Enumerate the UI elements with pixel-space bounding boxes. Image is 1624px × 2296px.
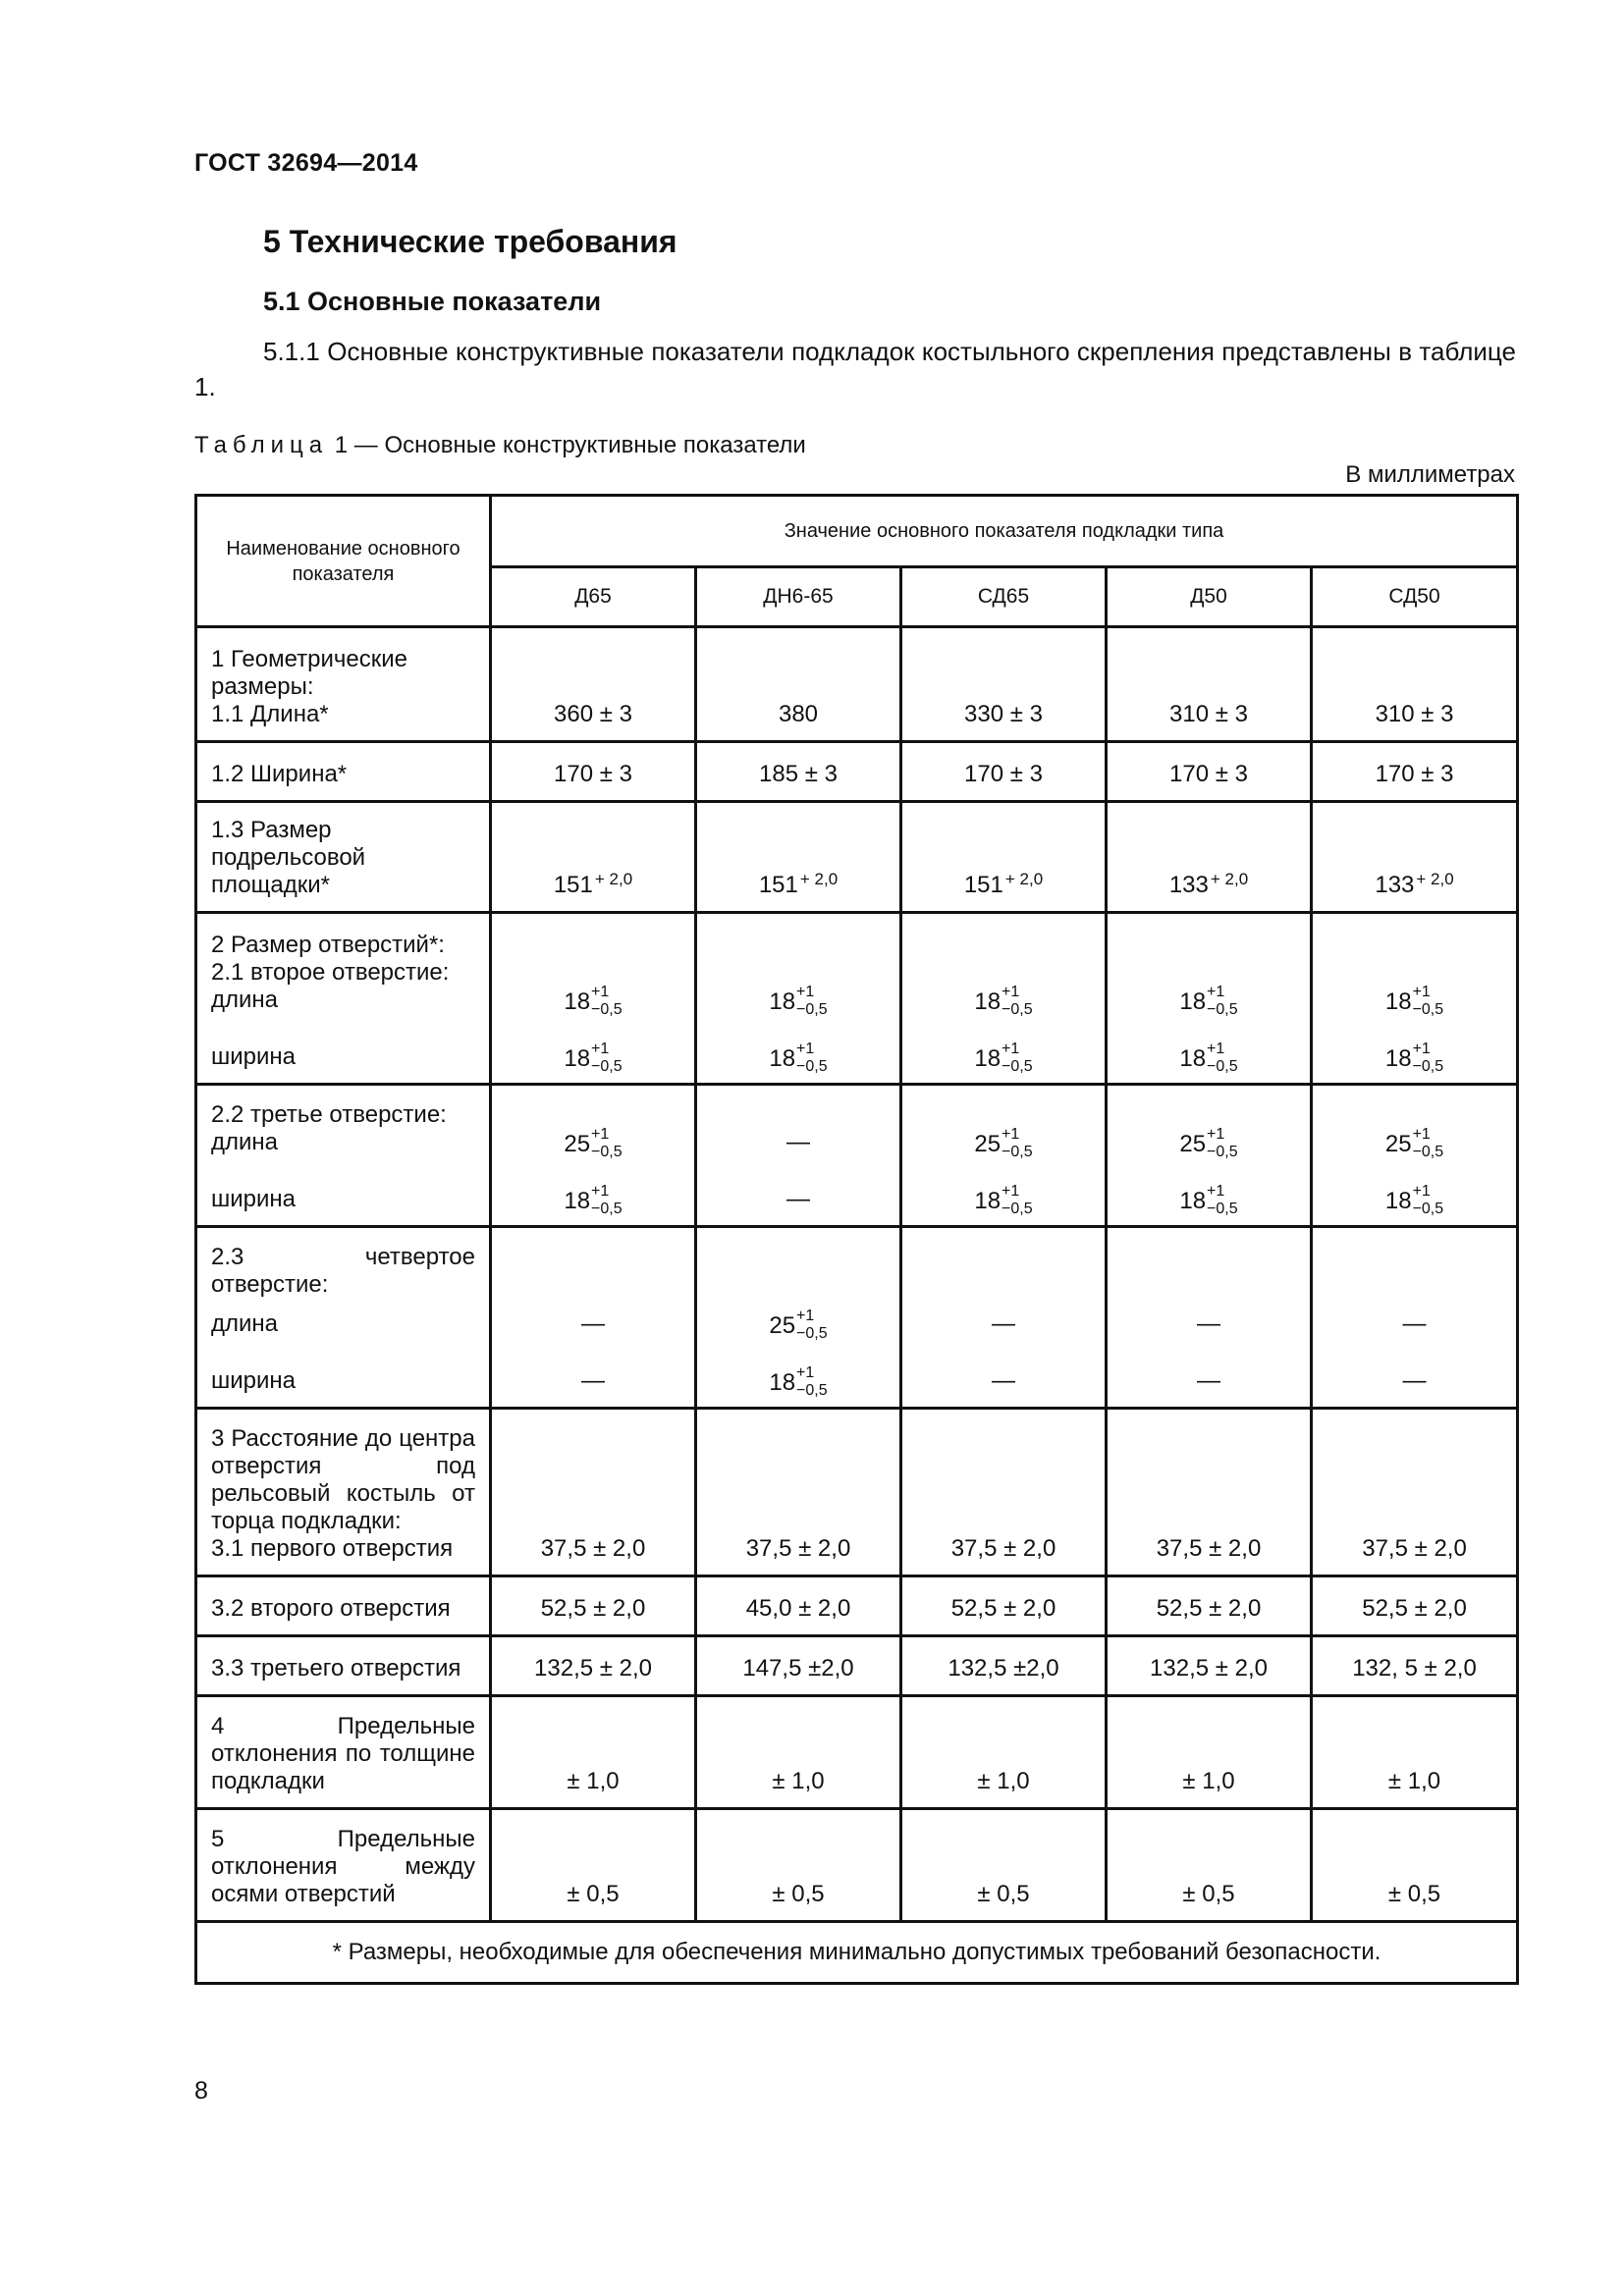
table-cell: 133 $^{+ 2,0}$ bbox=[1107, 802, 1312, 913]
row-name bbox=[196, 627, 491, 742]
row-name-text: 1 Геометрические размеры: bbox=[211, 646, 408, 700]
table-cell: 37,5 ± 2,0 bbox=[696, 1409, 901, 1576]
table-cell: 132, 5 ± 2,0 bbox=[1312, 1636, 1518, 1696]
row-sub-text: 3.1 первого отверстия bbox=[211, 1535, 454, 1562]
table-cell: — — bbox=[1107, 1227, 1312, 1409]
table-cell: 18 +1 −0,5 18 +1 −0,5 bbox=[901, 913, 1107, 1085]
column-header: Д65 bbox=[491, 567, 696, 627]
table-cell: 170 ± 3 bbox=[901, 742, 1107, 802]
row-label-length: длина bbox=[211, 1310, 279, 1337]
row-name: 5 Предельные отклонения между осями отверстий bbox=[196, 1809, 491, 1922]
table-cell: 310 ± 3 bbox=[1312, 627, 1518, 742]
page-number: 8 bbox=[194, 2077, 208, 2105]
row-name bbox=[196, 1085, 491, 1227]
table-cell: 25 +1 −0,5 18 +1 −0,5 bbox=[1312, 1085, 1518, 1227]
table-cell: 330 ± 3 bbox=[901, 627, 1107, 742]
table-cell: ± 1,0 bbox=[901, 1696, 1107, 1809]
table-cell: 18 +1 −0,5 18 +1 −0,5 bbox=[491, 913, 696, 1085]
table-footnote-row bbox=[196, 1922, 1518, 1984]
table-cell: 18 +1 −0,5 18 +1 −0,5 bbox=[1312, 913, 1518, 1085]
table-row bbox=[196, 913, 1518, 1085]
header-name-cell: Наименование основного показателя bbox=[196, 496, 491, 627]
table-cell: ± 0,5 bbox=[901, 1809, 1107, 1922]
table-cell: 52,5 ± 2,0 bbox=[1107, 1576, 1312, 1636]
table-caption bbox=[194, 432, 806, 459]
table-row bbox=[196, 1227, 1518, 1409]
subsection-title: 5.1 Основные показатели bbox=[263, 287, 602, 316]
table-cell: ± 0,5 bbox=[491, 1809, 696, 1922]
section-title: 5 Технические требования bbox=[263, 224, 677, 259]
table-cell: 132,5 ± 2,0 bbox=[1107, 1636, 1312, 1696]
table-cell: 18 +1 −0,5 18 +1 −0,5 bbox=[1107, 913, 1312, 1085]
table-cell: 37,5 ± 2,0 bbox=[1107, 1409, 1312, 1576]
row-name: 1.3 Размер подрельсовой площадки* bbox=[196, 802, 491, 913]
table-cell: 25 +1 −0,5 18 +1 −0,5 bbox=[901, 1085, 1107, 1227]
table-cell: — — bbox=[1312, 1227, 1518, 1409]
row-name: 1.2 Ширина* bbox=[196, 742, 491, 802]
caption-label: Таблица bbox=[194, 432, 329, 458]
column-header: ДН6-65 bbox=[696, 567, 901, 627]
table-cell: 170 ± 3 bbox=[1107, 742, 1312, 802]
table-cell: ± 1,0 bbox=[696, 1696, 901, 1809]
table-cell: 133 $^{+ 2,0}$ bbox=[1312, 802, 1518, 913]
caption-text: 1 — Основные конструктивные показатели bbox=[334, 432, 806, 458]
column-header: СД65 bbox=[901, 567, 1107, 627]
table-row bbox=[196, 1809, 1518, 1922]
table-row bbox=[196, 1636, 1518, 1696]
row-label-width: ширина bbox=[211, 1367, 297, 1394]
table-cell: 147,5 ±2,0 bbox=[696, 1636, 901, 1696]
units-note: В миллиметрах bbox=[1345, 461, 1515, 488]
column-header: Д50 bbox=[1107, 567, 1312, 627]
table-cell: 18 +1 −0,5 18 +1 −0,5 bbox=[696, 913, 901, 1085]
header-group-cell: Значение основного показателя подкладки типа bbox=[491, 496, 1518, 567]
table-row bbox=[196, 742, 1518, 802]
row-name: 4 Предельные отклонения по толщине подкладки bbox=[196, 1696, 491, 1809]
table-row bbox=[196, 802, 1518, 913]
row-name bbox=[196, 913, 491, 1085]
indicators-table bbox=[194, 494, 1519, 1985]
row-label-length: длина bbox=[211, 987, 279, 1013]
table-cell: 310 ± 3 bbox=[1107, 627, 1312, 742]
table-cell: 151 $^{+ 2,0}$ bbox=[696, 802, 901, 913]
row-label-length: длина bbox=[211, 1129, 279, 1155]
table-cell: ± 1,0 bbox=[491, 1696, 696, 1809]
table-cell: 37,5 ± 2,0 bbox=[901, 1409, 1107, 1576]
table-row bbox=[196, 1085, 1518, 1227]
table-cell: 25 +1 −0,5 18 +1 −0,5 bbox=[696, 1227, 901, 1409]
table-row bbox=[196, 1409, 1518, 1576]
table-cell: 360 ± 3 bbox=[491, 627, 696, 742]
row-name-text: 2 Размер отверстий*: bbox=[211, 932, 445, 958]
table-cell: ± 0,5 bbox=[1312, 1809, 1518, 1922]
table-cell: 170 ± 3 bbox=[1312, 742, 1518, 802]
table-cell: 132,5 ± 2,0 bbox=[491, 1636, 696, 1696]
row-name: 3.2 второго отверстия bbox=[196, 1576, 491, 1636]
table-cell: 170 ± 3 bbox=[491, 742, 696, 802]
table-cell: — — bbox=[491, 1227, 696, 1409]
table-cell: 25 +1 −0,5 18 +1 −0,5 bbox=[491, 1085, 696, 1227]
row-name-text: 3 Расстояние до центра отверстия под рельсовый костыль от торца подкладки: bbox=[211, 1425, 475, 1534]
table-cell: 151 $^{+ 2,0}$ bbox=[901, 802, 1107, 913]
table-row bbox=[196, 627, 1518, 742]
row-name bbox=[196, 1227, 491, 1409]
column-header: СД50 bbox=[1312, 567, 1518, 627]
row-sub-text: 2.1 второе отверстие: bbox=[211, 959, 450, 986]
paragraph: 5.1.1 Основные конструктивные показатели подкладок костыльного скрепления представлены в таблице 1. bbox=[194, 337, 1516, 401]
document-header: ГОСТ 32694—2014 bbox=[194, 149, 418, 177]
row-label-width: ширина bbox=[211, 1043, 297, 1070]
row-name-text: 2.2 третье отверстие: bbox=[211, 1101, 447, 1128]
table-cell: 380 bbox=[696, 627, 901, 742]
row-name bbox=[196, 1409, 491, 1576]
table-cell: — — bbox=[901, 1227, 1107, 1409]
table-cell: 37,5 ± 2,0 bbox=[1312, 1409, 1518, 1576]
table-cell: 132,5 ±2,0 bbox=[901, 1636, 1107, 1696]
table-cell: 52,5 ± 2,0 bbox=[901, 1576, 1107, 1636]
row-name-text: 2.3 четвертое отверстие: bbox=[211, 1244, 475, 1298]
table-cell: 52,5 ± 2,0 bbox=[1312, 1576, 1518, 1636]
row-name: 3.3 третьего отверстия bbox=[196, 1636, 491, 1696]
table-row bbox=[196, 1696, 1518, 1809]
table-row bbox=[196, 1576, 1518, 1636]
table-cell: 52,5 ± 2,0 bbox=[491, 1576, 696, 1636]
table-cell: ± 0,5 bbox=[1107, 1809, 1312, 1922]
table-cell: ± 1,0 bbox=[1312, 1696, 1518, 1809]
table-footnote: * Размеры, необходимые для обеспечения минимально допустимых требований безопасности. bbox=[196, 1922, 1518, 1984]
table-cell: 45,0 ± 2,0 bbox=[696, 1576, 901, 1636]
table-header-row bbox=[196, 496, 1518, 567]
table-cell: 25 +1 −0,5 18 +1 −0,5 bbox=[1107, 1085, 1312, 1227]
table-cell: ± 0,5 bbox=[696, 1809, 901, 1922]
table-cell: ± 1,0 bbox=[1107, 1696, 1312, 1809]
row-sub-text: 1.1 Длина* bbox=[211, 701, 329, 727]
table-cell: 37,5 ± 2,0 bbox=[491, 1409, 696, 1576]
row-label-width: ширина bbox=[211, 1186, 297, 1212]
table-cell: — — bbox=[696, 1085, 901, 1227]
table-cell: 151 $^{+ 2,0}$ bbox=[491, 802, 696, 913]
table-cell: 185 ± 3 bbox=[696, 742, 901, 802]
